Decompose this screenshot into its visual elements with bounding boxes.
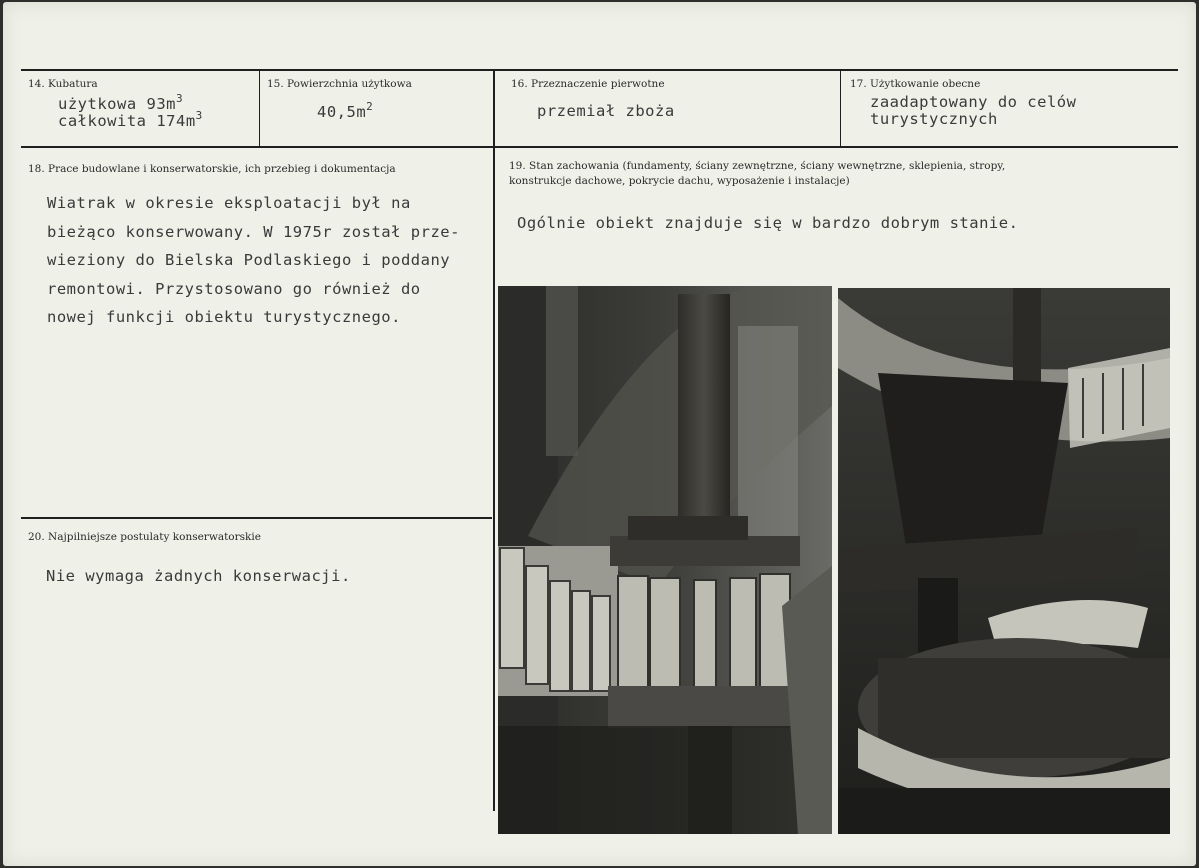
- kubatura-uzytkowa: [58, 92, 184, 113]
- photo-millstone-hopper: [838, 288, 1170, 834]
- inventory-card: [3, 2, 1196, 866]
- col-divider-1: [259, 69, 260, 147]
- kubatura-calkowita-value: całkowita 174m: [58, 112, 196, 130]
- kubatura-calkowita-exponent: 3: [195, 109, 203, 122]
- kubatura-uzytkowa-exponent: 3: [175, 92, 184, 105]
- stan-label-line-1: 19. Stan zachowania (fundamenty, ściany zewnętrzne, ściany wewnętrzne, sklepienia, stropy,: [509, 160, 1006, 172]
- powierzchnia-value-text: 40,5m: [317, 103, 367, 121]
- prace-line: nowej funkcji obiektu turystycznego.: [47, 308, 401, 326]
- divider-mid: [21, 146, 1178, 148]
- kubatura-uzytkowa-value: użytkowa 93m: [58, 95, 176, 113]
- gear-photo-illustration: [498, 286, 832, 834]
- divider-lower-left: [21, 517, 492, 519]
- col-divider-2: [493, 69, 495, 811]
- uzytkowanie-line-2: turystycznych: [870, 110, 998, 128]
- prace-text: [47, 189, 460, 332]
- powierzchnia-label: 15. Powierzchnia użytkowa: [267, 78, 412, 90]
- photo-gear-mechanism: [498, 286, 832, 834]
- postulaty-label: 20. Najpilniejsze postulaty konserwatorskie: [28, 531, 261, 543]
- stan-label-line-2: konstrukcje dachowe, pokrycie dachu, wyposażenie i instalacje): [509, 175, 850, 187]
- prace-line: bieżąco konserwowany. W 1975r został prze-: [47, 222, 460, 241]
- postulaty-value: Nie wymaga żadnych konserwacji.: [46, 567, 351, 585]
- millstone-photo-illustration: [838, 288, 1170, 834]
- stan-value: Ogólnie obiekt znajduje się w bardzo dobrym stanie.: [517, 214, 1019, 232]
- col-divider-3: [840, 69, 841, 147]
- uzytkowanie-label: 17. Użytkowanie obecne: [850, 78, 981, 90]
- powierzchnia-exponent: 2: [366, 100, 374, 113]
- prace-line: wieziony do Bielska Podlaskiego i poddany: [47, 251, 451, 269]
- prace-line: remontowi. Przystosowano go również do: [47, 279, 421, 298]
- prace-label: 18. Prace budowlane i konserwatorskie, ich przebieg i dokumentacja: [28, 163, 396, 175]
- kubatura-calkowita: [58, 109, 203, 130]
- divider-top: [21, 69, 1178, 71]
- uzytkowanie-line-1: zaadaptowany do celów: [870, 93, 1077, 111]
- prace-line: Wiatrak w okresie eksploatacji był na: [47, 194, 411, 212]
- przeznaczenie-label: 16. Przeznaczenie pierwotne: [511, 78, 665, 90]
- przeznaczenie-value: przemiał zboża: [537, 102, 675, 120]
- powierzchnia-value: [317, 100, 374, 121]
- kubatura-label: 14. Kubatura: [28, 78, 98, 90]
